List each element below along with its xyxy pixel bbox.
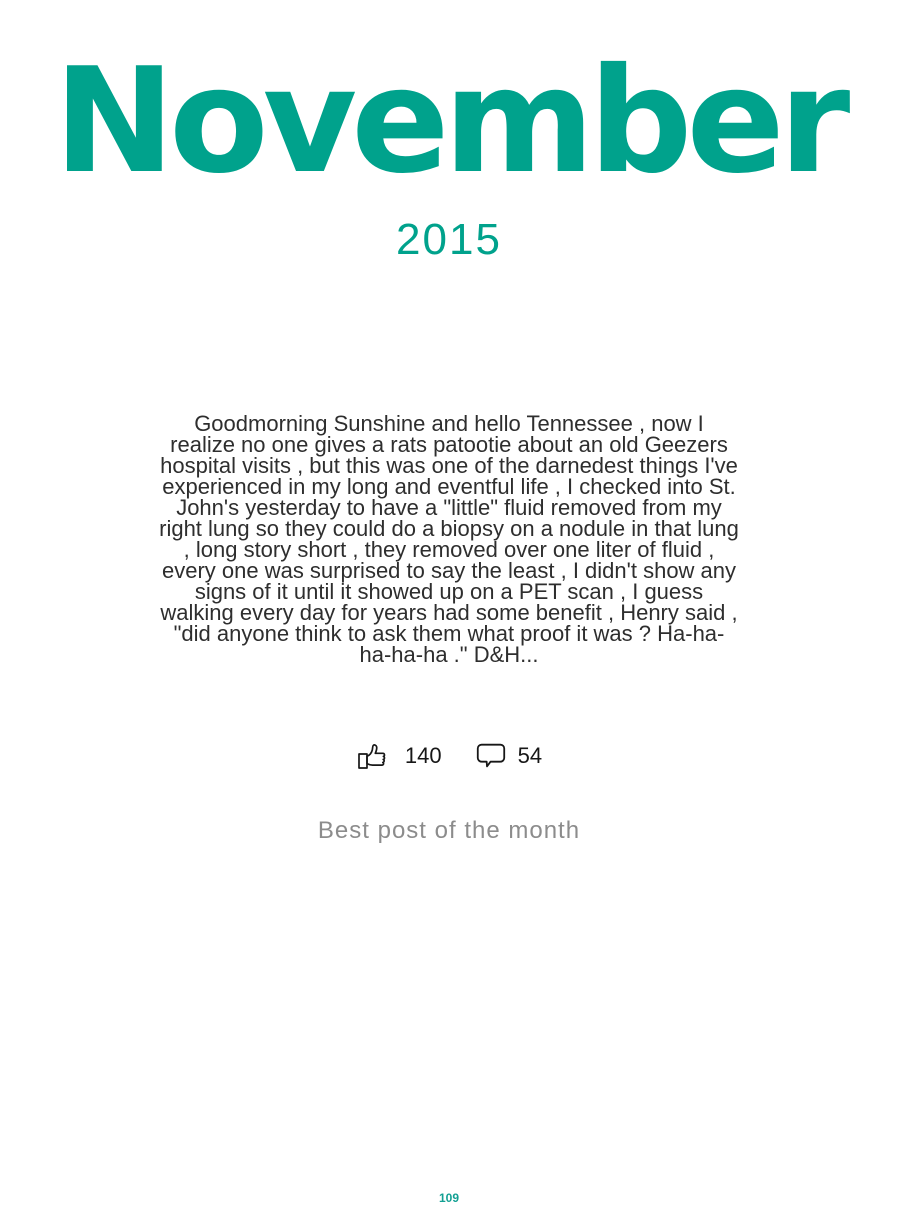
post-text: Goodmorning Sunshine and hello Tennessee , now I realize no one gives a rats patootie about an old Geezers hospital visits , but this was one of the darnedest things I've experienced in my long and eventful life , I checked into St. John's yesterday to have a "little" fluid removed from my right lung so they could do a biopsy on a nodule in that lung , long story short , they removed over one liter of fluid , every one was surprised to say the least , I didn't show any signs of it until it showed up on a PET scan , I guess walking every day for years had some benefit , Henry said , "did anyone think to ask them what proof it was ? Ha-ha-ha-ha-ha ." D&H... bbox=[159, 411, 739, 667]
post-stats-row bbox=[0, 735, 898, 777]
comment-count: 54 bbox=[517, 743, 543, 768]
thumbs-up-icon bbox=[356, 735, 396, 777]
year-label: 2015 bbox=[396, 215, 502, 264]
best-post-caption: Best post of the month bbox=[317, 817, 581, 844]
page-number: 109 bbox=[438, 1191, 460, 1205]
month-title: November bbox=[53, 37, 845, 206]
like-count: 140 bbox=[404, 743, 442, 768]
speech-bubble-icon bbox=[474, 739, 508, 773]
